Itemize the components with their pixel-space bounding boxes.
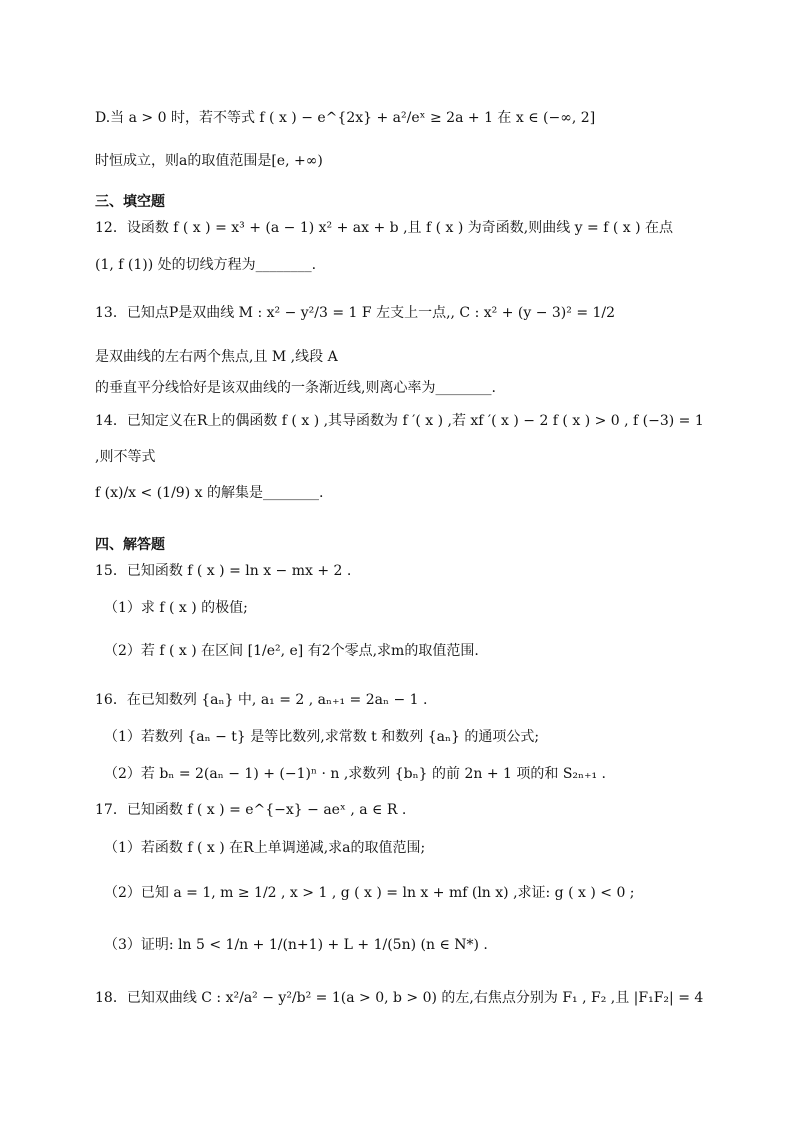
q15-part1: （1）求 f ( x ) 的极值; xyxy=(104,600,248,616)
q18-stem: 18．已知双曲线 C : x²/a² − y²/b² = 1(a > 0, b > 0) 的左,右焦点分别为 F₁ , F₂ ,且 |F₁F₂| = 4 xyxy=(95,990,704,1006)
q16-stem: 16．在已知数列 {aₙ} 中, a₁ = 2 , aₙ₊₁ = 2aₙ − 1 . xyxy=(95,692,428,708)
q16-part1: （1）若数列 {aₙ − t} 是等比数列,求常数 t 和数列 {aₙ} 的通项公式; xyxy=(104,729,540,745)
q17-part3: （3）证明: ln 5 < 1/n + 1/(n+1) + L + 1/(5n) (n ∈ N*) . xyxy=(104,937,488,953)
q12-line1: 12．设函数 f ( x ) = x³ + (a − 1) x² + ax + b ,且 f ( x ) 为奇函数,则曲线 y = f ( x ) 在点 xyxy=(95,220,674,236)
q17-part1: （1）若函数 f ( x ) 在R上单调递减,求a的取值范围; xyxy=(104,840,426,856)
q17-part2: （2）已知 a = 1, m ≥ 1/2 , x > 1 , g ( x ) = ln x + mf (ln x) ,求证: g ( x ) < 0 ; xyxy=(104,885,635,901)
option-d-line1: D.当 a > 0 时，若不等式 f ( x ) − e^{2x} + a²/eˣ ≥ 2a + 1 在 x ∈ (−∞, 2] xyxy=(95,110,596,126)
q15-part2: （2）若 f ( x ) 在区间 [1/e², e] 有2个零点,求m的取值范围. xyxy=(104,643,479,659)
q13-line1: 13．已知点P是双曲线 M : x² − y²/3 = 1 F 左支上一点,, C : x² + (y − 3)² = 1/2 xyxy=(95,305,616,321)
q13-line2: 是双曲线的左右两个焦点,且 M ,线段 A xyxy=(95,349,338,365)
section-3-heading: 三、填空题 xyxy=(95,194,165,210)
q14-line1: 14．已知定义在R上的偶函数 f ( x ) ,其导函数为 f ′( x ) ,若 xf ′( x ) − 2 f ( x ) > 0 , f (−3) = 1 xyxy=(95,413,704,429)
section-4-heading: 四、解答题 xyxy=(95,537,165,553)
q17-stem: 17．已知函数 f ( x ) = e^{−x} − aeˣ , a ∈ R . xyxy=(95,802,407,818)
q16-part2: （2）若 bₙ = 2(aₙ − 1) + (−1)ⁿ · n ,求数列 {bₙ} 的前 2n + 1 项的和 S₂ₙ₊₁ . xyxy=(104,766,607,782)
option-d-line2: 时恒成立，则a的取值范围是[e, +∞) xyxy=(95,153,323,169)
q15-stem: 15．已知函数 f ( x ) = ln x − mx + 2 . xyxy=(95,563,352,579)
q14-line3: f (x)/x < (1/9) x 的解集是________. xyxy=(95,485,324,501)
q13-line3: 的垂直平分线恰好是该双曲线的一条渐近线,则离心率为________. xyxy=(95,380,496,396)
q12-line2: (1, f (1)) 处的切线方程为________. xyxy=(95,257,317,273)
q14-line2: ,则不等式 xyxy=(95,449,156,465)
